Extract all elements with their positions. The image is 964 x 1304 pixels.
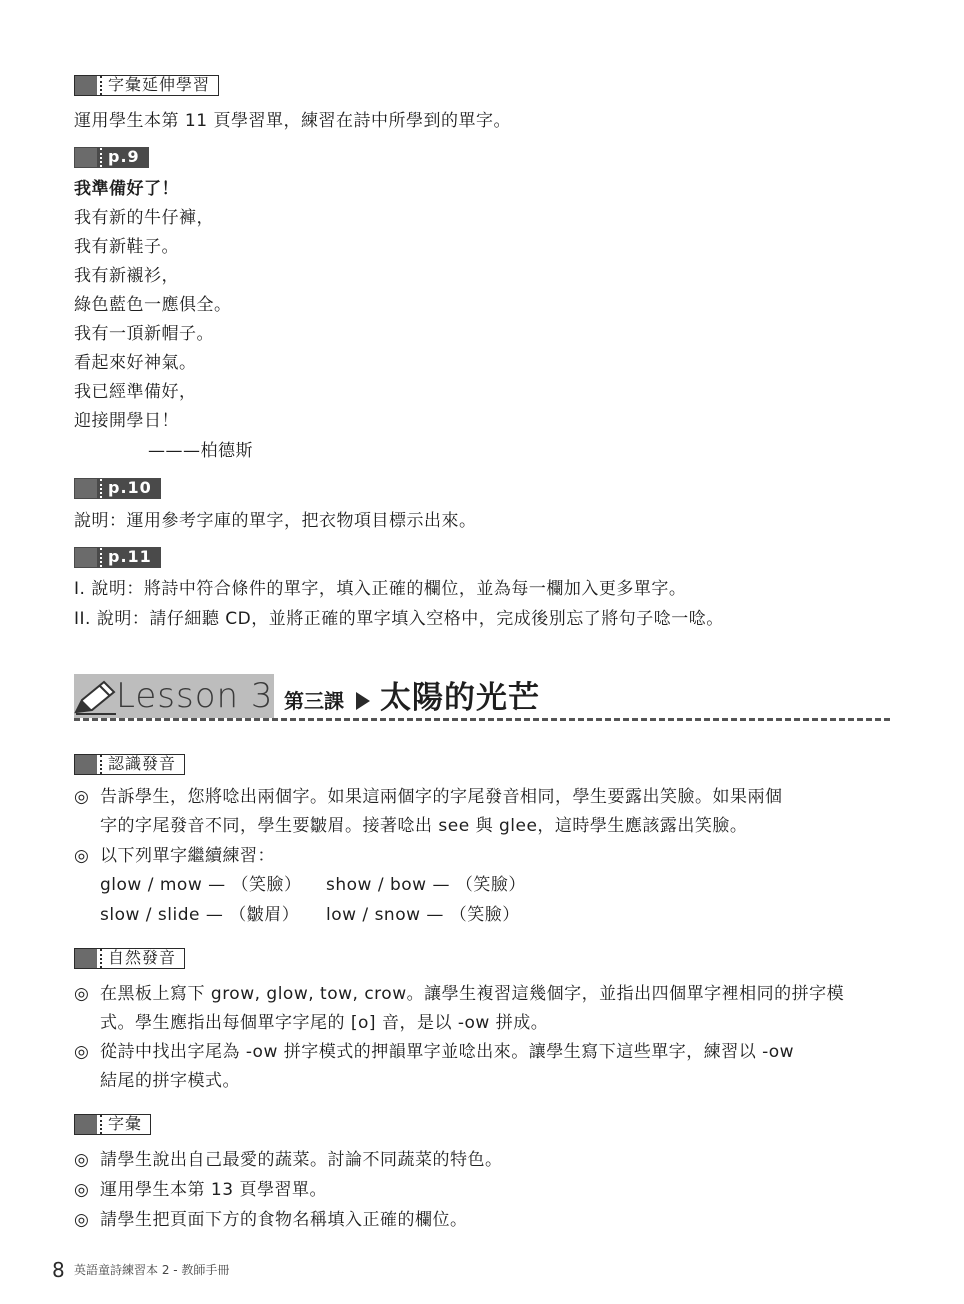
poem-line: 我有新襯衫， [74,266,179,286]
bullet-icon: ◎ [74,846,89,866]
lesson-label: Lesson 3 [116,676,274,716]
phonemic-item-2: 以下列單字繼續練習： [100,846,275,866]
section-label-vocabulary [74,1114,151,1135]
bullet-icon: ◎ [74,1210,89,1230]
vocab-item: 請學生把頁面下方的食物名稱填入正確的欄位。 [100,1210,468,1230]
p11-line-2: II. 說明：請仔細聽 CD，並將正確的單字填入空格中，完成後別忘了將句子唸一唸。 [74,609,724,629]
vocab-extension-text: 運用學生本第 11 頁學習單，練習在詩中所學到的單字。 [74,111,511,131]
word-pair: show / bow — （笑臉） [326,875,526,895]
section-label-phonemic-awareness [74,754,185,775]
section-label-text: 字彙 [108,1114,143,1133]
section-label-p10 [74,478,161,499]
label-block [75,76,97,95]
label-block [75,755,97,774]
section-label-text: 認識發音 [108,754,177,773]
bullet-icon: ◎ [74,1042,89,1062]
pencil-icon [74,678,118,716]
lesson-number: 第三課 [284,689,344,713]
bullet-icon: ◎ [74,787,89,807]
label-block [75,1115,97,1134]
vocab-item: 運用學生本第 13 頁學習單。 [100,1180,327,1200]
poem-line: 看起來好神氣。 [74,353,197,373]
label-block [75,548,97,567]
dashed-divider [74,718,890,721]
phonemic-item-1-line-1: 告訴學生，您將唸出兩個字。如果這兩個字的字尾發音相同，學生要露出笑臉。如果兩個 [100,787,783,807]
section-label-text: p.11 [108,547,152,566]
poem-line: 我有新鞋子。 [74,237,179,257]
lesson-title: 太陽的光芒 [380,680,540,716]
phonics-item-2-line-2: 結尾的拼字模式。 [100,1071,240,1091]
page-number: 8 [52,1258,65,1282]
poem-line: 迎接開學日！ [74,411,179,431]
section-label-phonics [74,948,185,969]
label-block [75,949,97,968]
phonemic-item-1-line-2: 字的字尾發音不同，學生要皺眉。接著唸出 see 與 glee，這時學生應該露出笑臉。 [100,816,748,836]
section-label-p11 [74,547,161,568]
poem-line: 我有新的牛仔褲， [74,208,214,228]
phonics-item-1-line-2: 式。學生應指出每個單字字尾的 [o] 音，是以 -ow 拼成。 [100,1013,549,1033]
word-pair: slow / slide — （皺眉） [100,905,300,925]
section-label-p9 [74,147,149,168]
poem-line: 我有一頂新帽子。 [74,324,214,344]
p10-text: 說明：運用參考字庫的單字，把衣物項目標示出來。 [74,511,477,531]
poem-title: 我準備好了！ [74,179,179,199]
word-pair: low / snow — （笑臉） [326,905,520,925]
section-label-text: p.10 [108,478,152,497]
label-block [75,479,97,498]
phonics-item-1-line-1: 在黑板上寫下 grow, glow, tow, crow。讓學生複習這幾個字，並指出四個單字裡相同的拼字模 [100,984,845,1004]
word-pair: glow / mow — （笑臉） [100,875,302,895]
section-label-vocab-extension [74,75,219,96]
section-label-text: p.9 [108,147,140,166]
p11-line-1: I. 說明：將詩中符合條件的單字，填入正確的欄位，並為每一欄加入更多單字。 [74,579,687,599]
section-label-text: 自然發音 [108,948,177,967]
bullet-icon: ◎ [74,984,89,1004]
poem-line: 我已經準備好， [74,382,197,402]
bullet-icon: ◎ [74,1150,89,1170]
section-label-text: 字彙延伸學習 [108,75,211,94]
book-title: 英語童詩練習本 2 - 教師手冊 [74,1263,230,1277]
label-block [75,148,97,167]
triangle-arrow-icon [356,692,370,710]
bullet-icon: ◎ [74,1180,89,1200]
phonics-item-2-line-1: 從詩中找出字尾為 -ow 拼字模式的押韻單字並唸出來。讓學生寫下這些單字，練習以 -ow [100,1042,795,1062]
poem-author: ———柏德斯 [148,441,253,461]
poem-line: 綠色藍色一應俱全。 [74,295,232,315]
vocab-item: 請學生說出自己最愛的蔬菜。討論不同蔬菜的特色。 [100,1150,503,1170]
